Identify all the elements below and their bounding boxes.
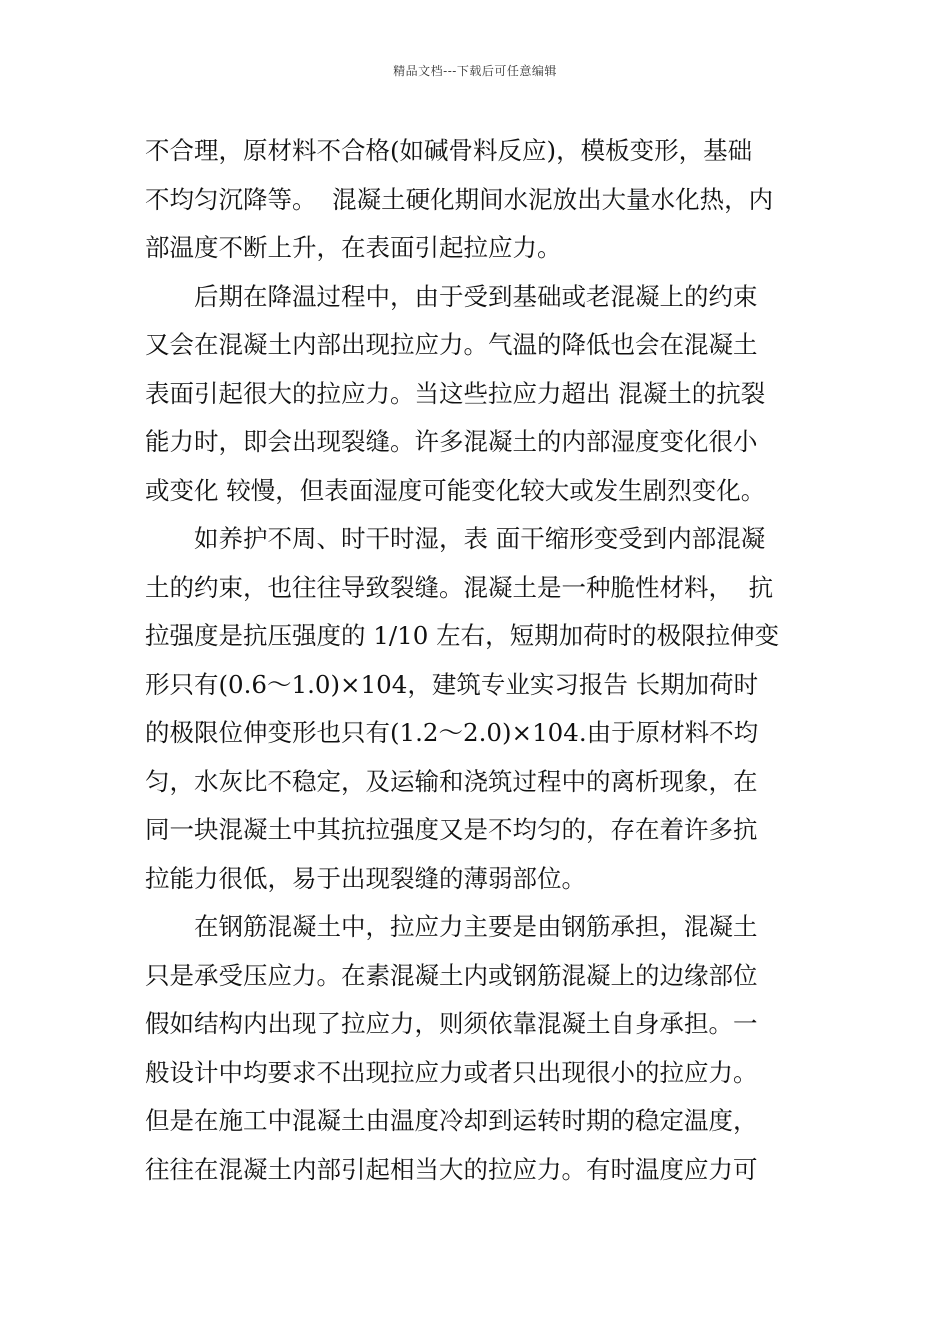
text-line: 不合理，原材料不合格(如碱骨料反应)，模板变形，基础: [145, 136, 753, 165]
text-line: 但是在施工中混凝土由温度冷却到运转时期的稳定温度，: [145, 1106, 758, 1135]
text-line: 假如结构内出现了拉应力，则须依靠混凝土自身承担。一: [145, 1009, 758, 1038]
text-line: 在钢筋混凝土中，拉应力主要是由钢筋承担，混凝土: [194, 912, 758, 941]
text-line: 往往在混凝土内部引起相当大的拉应力。有时温度应力可: [145, 1154, 758, 1184]
text-line: 又会在混凝土内部出现拉应力。气温的降低也会在混凝土: [145, 330, 758, 359]
text-line: 后期在降温过程中，由于受到基础或老混凝上的约束: [194, 281, 758, 311]
page-header: 精品文档---下载后可任意编辑: [393, 64, 557, 78]
text-line: 同一块混凝土中其抗拉强度又是不均匀的，存在着许多抗: [145, 815, 758, 844]
text-line: 或变化 较慢，但表面湿度可能变化较大或发生剧烈变化。: [145, 475, 766, 505]
text-line: 土的约束，也往往导致裂缝。混凝土是一种脆性材料， 抗: [145, 572, 774, 602]
text-line: 拉强度是抗压强度的 1/10 左右，短期加荷时的极限拉伸变: [145, 621, 780, 650]
text-line: 的极限位伸变形也只有(1.2～2.0)×104.由于原材料不均: [145, 718, 759, 747]
body-text: [145, 127, 810, 1194]
text-line: 般设计中均要求不出现拉应力或者只出现很小的拉应力。: [145, 1057, 758, 1087]
text-line: 不均匀沉降等。 混凝土硬化期间水泥放出大量水化热，内: [145, 184, 774, 214]
text-line: 能力时，即会出现裂缝。许多混凝土的内部湿度变化很小: [145, 427, 758, 456]
text-line: 拉能力很低，易于出现裂缝的薄弱部位。: [145, 863, 586, 893]
text-line: 只是承受压应力。在素混凝土内或钢筋混凝上的边缘部位: [145, 960, 758, 990]
text-line: 如养护不周、时干时湿，表 面干缩形变受到内部混凝: [194, 524, 766, 553]
text-line: 表面引起很大的拉应力。当这些拉应力超出 混凝土的抗裂: [145, 378, 766, 408]
text-line: 部温度不断上升，在表面引起拉应力。: [145, 233, 562, 262]
text-line: 形只有(0.6～1.0)×104，建筑专业实习报告 长期加荷时: [145, 669, 759, 699]
text-line: 匀，水灰比不稳定，及运输和浇筑过程中的离析现象，在: [145, 766, 758, 796]
